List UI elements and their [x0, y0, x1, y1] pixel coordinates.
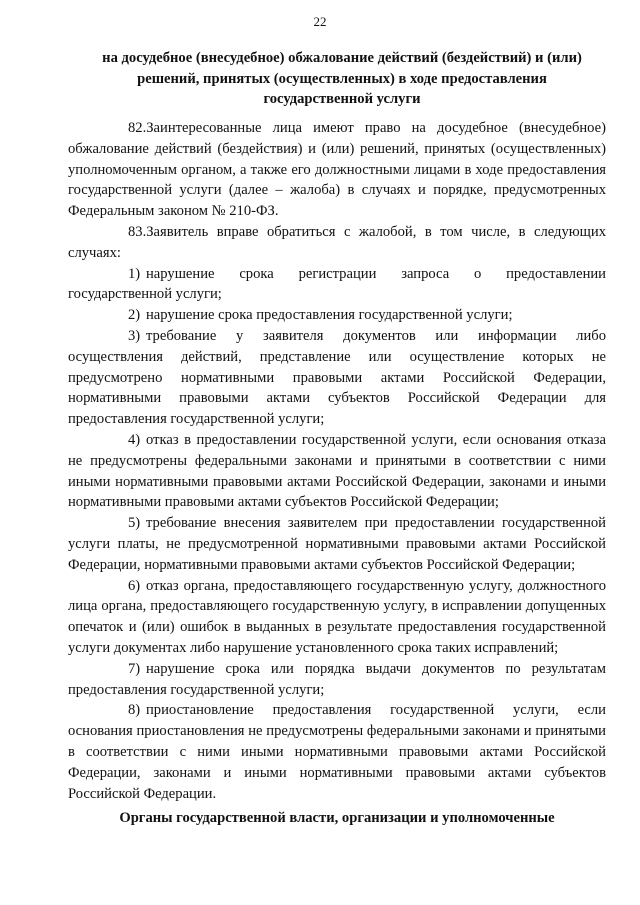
list-item-text: отказ органа, предоставляющего государственную услугу, должностного лица органа, предоставляющего государственную услугу, в исправлении допущенных опечаток и (или) ошибок в выданных в результате предоставления государственной услуги документах либо нарушение установленного срока таких исправлений;: [68, 577, 606, 656]
list-item-text: требование у заявителя документов или информации либо осуществления действий, представление или осуществление которых не предусмотрено нормативными правовыми актами Российской Федерации, нормативными правовыми актами субъектов Российской Федерации для предоставления государственной услуги;: [68, 327, 606, 428]
paragraph-82: [68, 118, 606, 222]
paragraph-83: [68, 222, 606, 264]
list-item-number: 6): [128, 577, 141, 594]
paragraph-number: 83.: [128, 223, 147, 240]
list-item-number: 7): [128, 660, 141, 677]
page-number: 22: [313, 14, 327, 29]
list-item-number: 4): [128, 431, 141, 448]
paragraph-text: Заинтересованные лица имеют право на досудебное (внесудебное) обжалование действий (бездействия) и (или) решений, принятых (осуществленных) уполномоченным органом, а также его должностными лицами в ходе предоставления государственной услуги (далее – жалоба) в случаях и порядке, предусмотренных Федеральным законом № 210-ФЗ.: [68, 120, 606, 220]
list-item-number: 2): [128, 307, 141, 324]
document-body: [68, 118, 606, 804]
list-item: [68, 700, 606, 804]
list-item-number: 5): [128, 515, 141, 532]
list-item-text: приостановление предоставления государственной услуги, если основания приостановления не предусмотрены федеральными законами и принятыми в соответствии с ними иными нормативными правовыми актами Российской Федерации, законами и иными нормативными правовыми актами субъектов Российской Федерации.: [68, 702, 606, 802]
list-item: [68, 264, 606, 306]
list-item: [68, 305, 606, 326]
list-item-text: нарушение срока предоставления государственной услуги;: [146, 307, 513, 324]
list-item: [68, 576, 606, 659]
list-item-number: 8): [128, 702, 141, 719]
list-item-text: отказ в предоставлении государственной услуги, если основания отказа не предусмотрены федеральными законами и принятыми в соответствии с ними иными нормативными правовыми актами Российской Федерации, законами и иными нормативными правовыми актами субъектов Российской Федерации;: [68, 431, 606, 511]
paragraph-text: Заявитель вправе обратиться с жалобой, в том числе, в следующих случаях:: [68, 223, 606, 261]
list-item-text: нарушение срока регистрации запроса о предоставлении государственной услуги;: [68, 265, 606, 303]
section-heading-bottom: Органы государственной власти, организации и уполномоченные: [119, 810, 555, 826]
list-item-text: требование внесения заявителем при предоставлении государственной услуги платы, не предусмотренной нормативными правовыми актами Российской Федерации, нормативными правовыми актами субъектов Российской Федерации;: [68, 515, 606, 573]
paragraph-number: 82.: [128, 120, 147, 136]
list-item: [68, 659, 606, 701]
list-item-number: 1): [128, 265, 141, 282]
list-item-text: нарушение срока или порядка выдачи документов по результатам предоставления государственной услуги;: [68, 660, 606, 698]
section-heading-top: на досудебное (внесудебное) обжалование действий (бездействий) и (или) решений, принятых (осуществленных) в ходе предоставления государственной услуги: [102, 50, 582, 107]
list-item-number: 3): [128, 327, 141, 344]
list-item: [68, 513, 606, 575]
list-item: [68, 326, 606, 430]
list-item: [68, 430, 606, 513]
